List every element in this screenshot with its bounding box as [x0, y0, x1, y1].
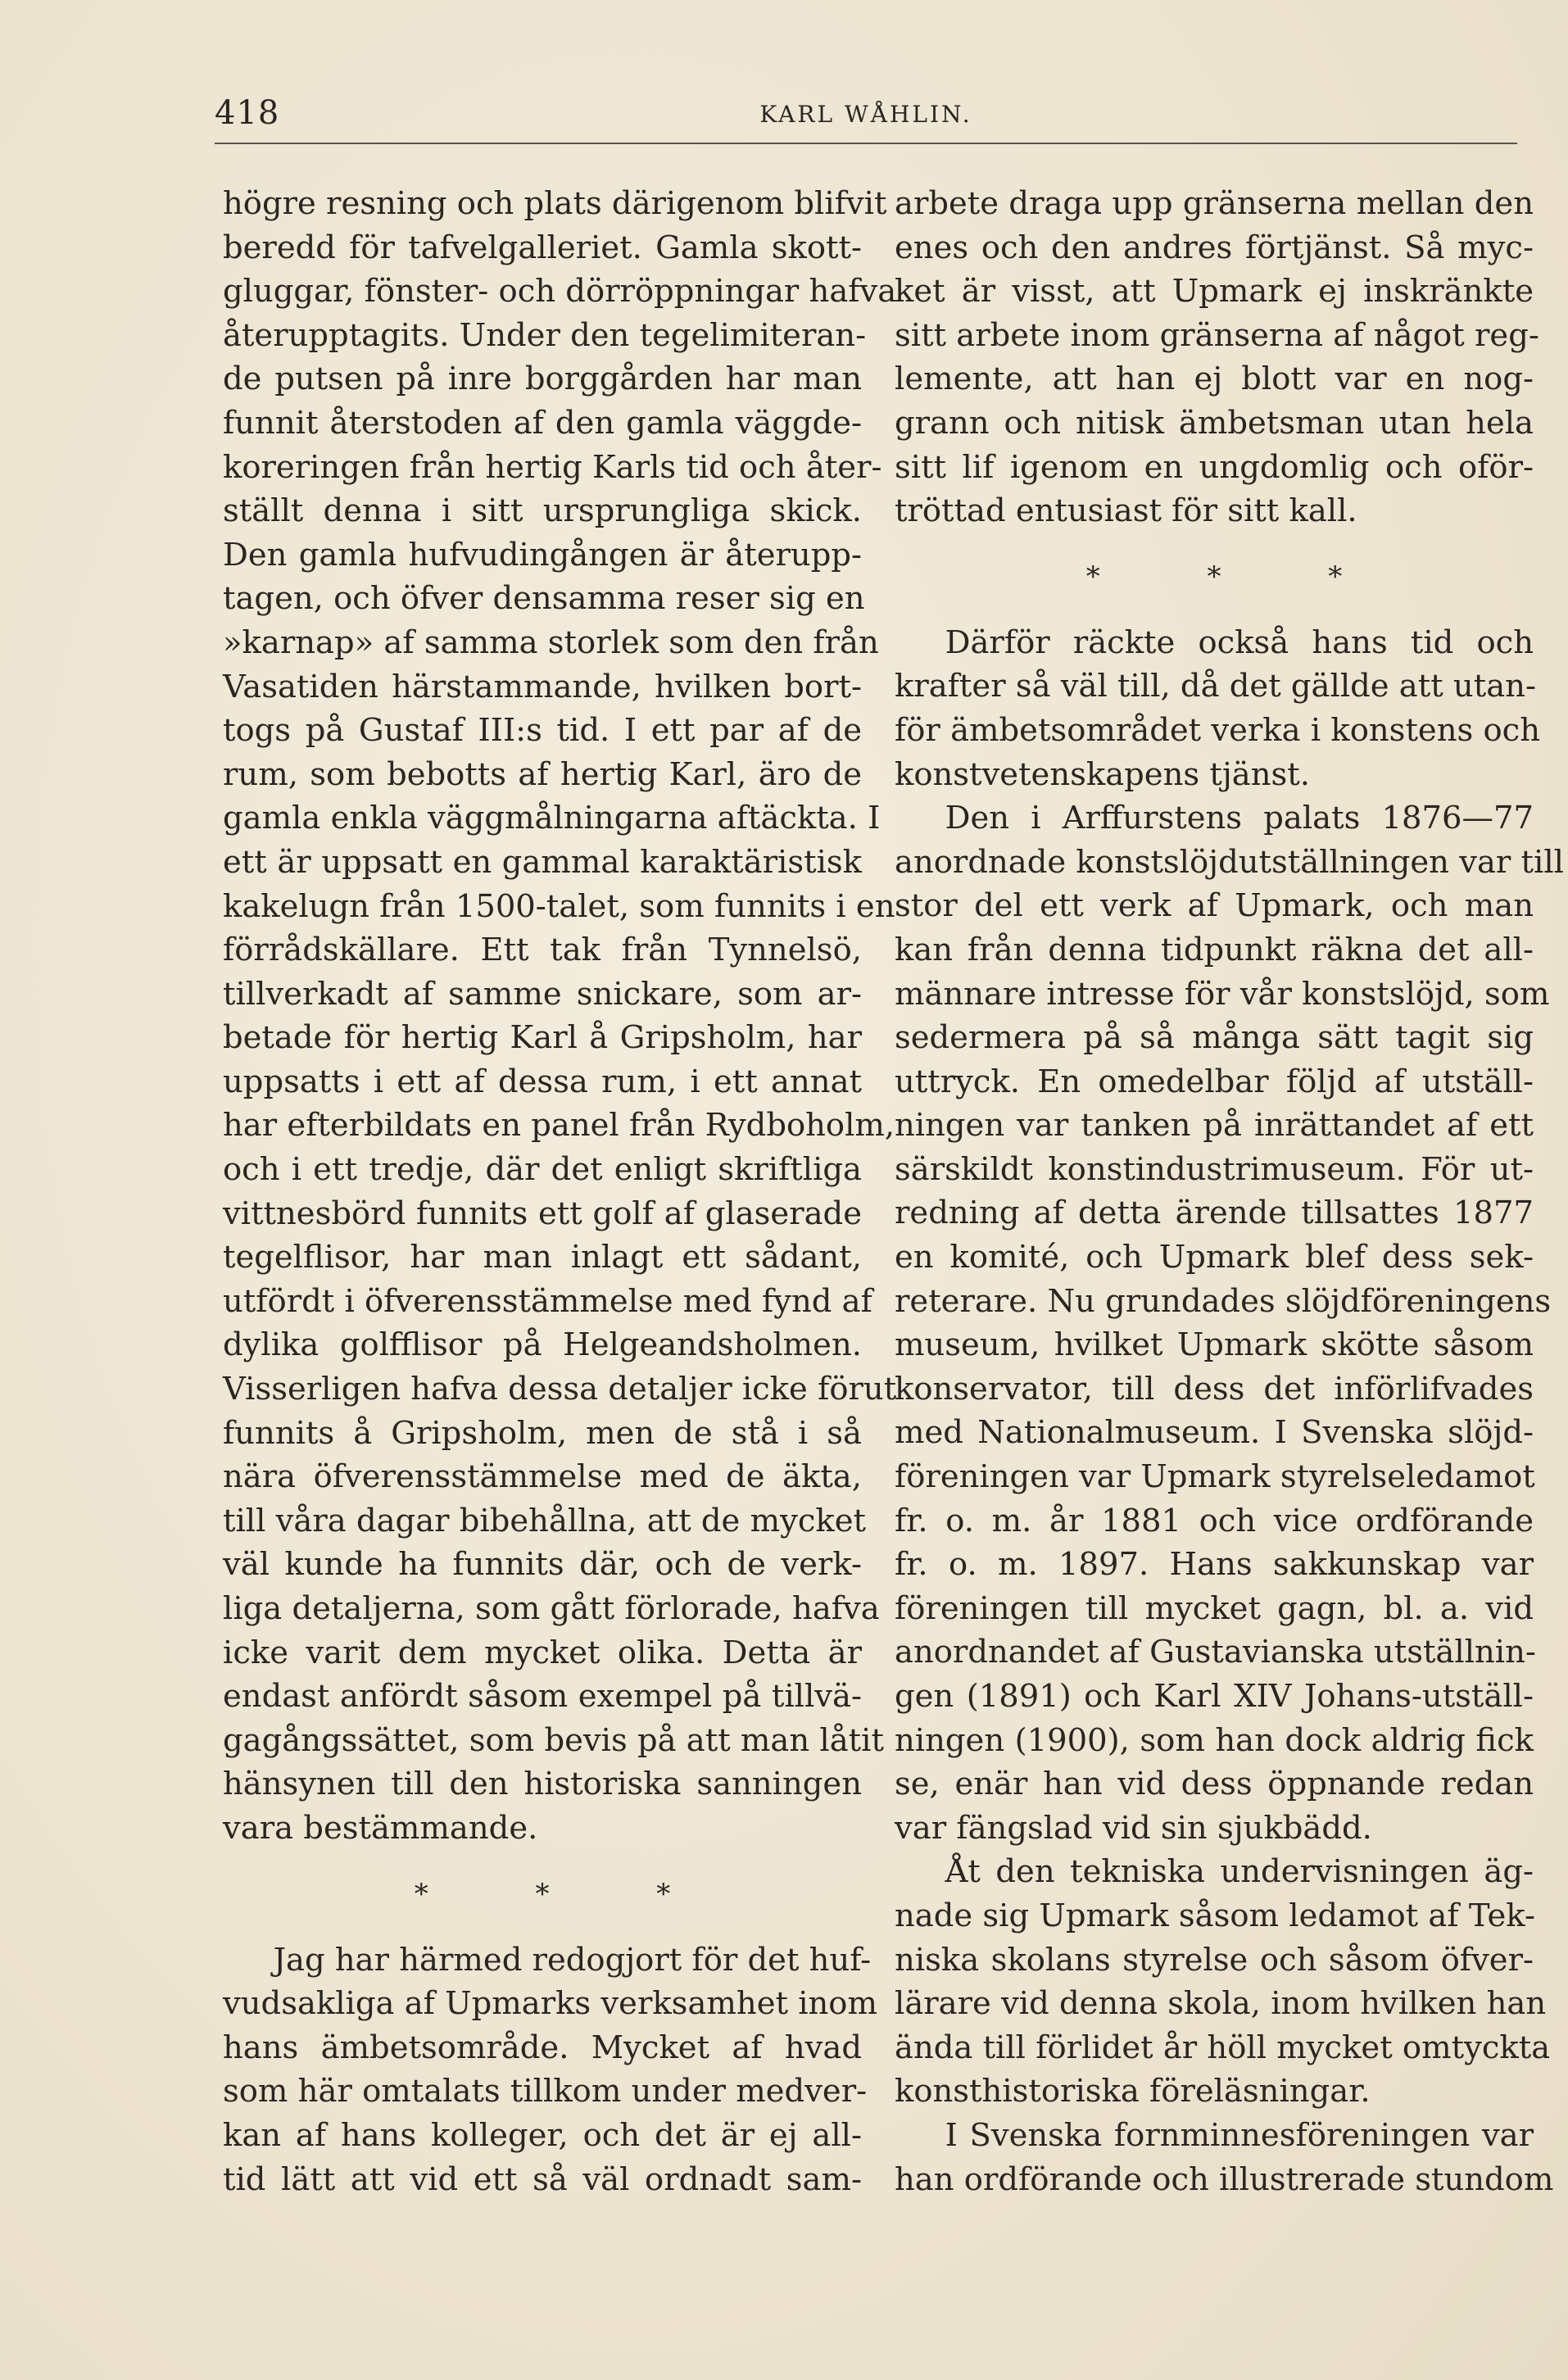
- text-line: funnits å Gripsholm, men de stå i så: [223, 1414, 862, 1452]
- text-line: ningen (1900), som han dock aldrig fick: [895, 1721, 1534, 1759]
- text-line: grann och nitisk ämbetsman utan hela: [895, 404, 1534, 442]
- text-line: föreningen till mycket gagn, bl. a. vid: [895, 1589, 1534, 1627]
- text-line: ket är visst, att Upmark ej inskränkte: [895, 273, 1534, 311]
- text-line: uttryck. En omedelbar följd af utställ-: [895, 1063, 1534, 1100]
- text-line: enes och den andres förtjänst. Så myc-: [895, 229, 1534, 266]
- header-rule: [215, 143, 1517, 144]
- text-line: med Nationalmuseum. I Svenska slöjd-: [895, 1414, 1534, 1452]
- text-line: krafter så väl till, då det gällde att utan-: [895, 668, 1536, 705]
- text-line: har efterbildats en panel från Rydboholm,: [223, 1107, 895, 1145]
- text-line: se, enär han vid dess öppnande redan: [895, 1766, 1534, 1803]
- text-line: kan från denna tidpunkt räkna det all-: [895, 931, 1534, 968]
- text-line: tagen, och öfver densamma reser sig en: [223, 580, 865, 618]
- text-line: sitt arbete inom gränserna af något reg-: [895, 316, 1539, 354]
- text-line: han ordförande och illustrerade stundom: [895, 2160, 1554, 2198]
- text-line: gagångssättet, som bevis på att man låtit: [223, 1721, 884, 1759]
- text-line: beredd för tafvelgalleriet. Gamla skott-: [223, 229, 862, 266]
- text-line: de putsen på inre borggården har man: [223, 360, 862, 398]
- text-line: hans ämbetsområde. Mycket af hvad: [223, 2029, 862, 2066]
- text-line: lärare vid denna skola, inom hvilken han: [895, 1985, 1547, 2023]
- text-line: nade sig Upmark såsom ledamot af Tek-: [895, 1897, 1535, 1934]
- text-line: tillverkadt af samme snickare, som ar-: [223, 975, 862, 1013]
- text-line: förrådskällare. Ett tak från Tynnelsö,: [223, 932, 862, 969]
- text-line: väl kunde ha funnits där, och de verk-: [223, 1546, 862, 1584]
- text-line: museum, hvilket Upmark skötte såsom: [895, 1326, 1534, 1364]
- text-line: tid lätt att vid ett så väl ordnadt sam-: [223, 2160, 862, 2198]
- text-line: anordnandet af Gustavianska utställnin-: [895, 1634, 1536, 1671]
- text-line: koreringen från hertig Karls tid och åter-: [223, 448, 882, 486]
- text-line: betade för hertig Karl å Gripsholm, har: [223, 1019, 862, 1057]
- text-line: konservator, till dess det införlifvades: [895, 1370, 1534, 1408]
- text-line: Den i Arffurstens palats 1876—77: [945, 800, 1534, 837]
- text-line: sitt lif igenom en ungdomlig och oför-: [895, 448, 1534, 486]
- text-line: kan af hans kolleger, och det är ej all-: [223, 2116, 862, 2154]
- text-line: togs på Gustaf III:s tid. I ett par af de: [223, 712, 862, 750]
- text-line: icke varit dem mycket olika. Detta är: [223, 1634, 862, 1671]
- text-line: särskildt konstindustrimuseum. För ut-: [895, 1150, 1534, 1188]
- text-line: vudsakliga af Upmarks verksamhet inom: [223, 1985, 877, 2023]
- section-separator: * * *: [1085, 560, 1392, 593]
- text-line: som här omtalats tillkom under medver-: [223, 2073, 868, 2110]
- text-line: gen (1891) och Karl XIV Johans-utställ-: [895, 1678, 1534, 1715]
- text-line: vara bestämmande.: [223, 1809, 538, 1847]
- text-line: männare intresse för vår konstslöjd, som: [895, 975, 1550, 1013]
- text-line: tegelflisor, har man inlagt ett sådant,: [223, 1239, 862, 1276]
- text-line: konstvetenskapens tjänst.: [895, 755, 1311, 793]
- text-line: Jag har härmed redogjort för det huf-: [273, 1941, 872, 1979]
- text-line: ställt denna i sitt ursprungliga skick.: [223, 492, 862, 530]
- text-line: till våra dagar bibehållna, att de mycket: [223, 1502, 866, 1539]
- page-number: 418: [215, 94, 280, 132]
- text-line: lemente, att han ej blott var en nog-: [895, 360, 1534, 398]
- text-line: hänsynen till den historiska sanningen: [223, 1766, 862, 1803]
- text-line: och i ett tredje, där det enligt skriftliga: [223, 1151, 862, 1189]
- text-line: liga detaljerna, som gått förlorade, hafva: [223, 1590, 880, 1627]
- text-line: uppsatts i ett af dessa rum, i ett annat: [223, 1063, 862, 1100]
- text-line: föreningen var Upmark styrelseledamot: [895, 1458, 1535, 1496]
- paragraph: [895, 2114, 1554, 2201]
- text-line: Visserligen hafva dessa detaljer icke förut: [223, 1371, 897, 1408]
- text-line: en komité, och Upmark blef dess sek-: [895, 1239, 1534, 1276]
- text-line: dylika golfflisor på Helgeandsholmen.: [223, 1326, 862, 1364]
- text-line: utfördt i öfverensstämmelse med fynd af: [223, 1282, 872, 1320]
- text-line: rum, som bebotts af hertig Karl, äro de: [223, 755, 862, 793]
- text-line: »karnap» af samma storlek som den från: [223, 623, 879, 661]
- paragraph: [895, 621, 1541, 796]
- text-line: endast anfördt såsom exempel på tillvä-: [223, 1678, 862, 1716]
- text-line: niska skolans styrelse och såsom öfver-: [895, 1941, 1534, 1979]
- paragraph: [895, 182, 1539, 533]
- text-line: återupptagits. Under den tegelimiteran-: [223, 316, 867, 354]
- right-column: [895, 182, 1564, 2201]
- text-line: ningen var tanken på inrättandet af ett: [895, 1107, 1534, 1145]
- text-line: anordnade konstslöjdutställningen var till: [895, 843, 1564, 881]
- text-line: högre resning och plats därigenom blifvit: [223, 185, 887, 222]
- paragraph: [223, 1938, 877, 2202]
- paragraph: [895, 796, 1564, 1850]
- text-line: Den gamla hufvudingången är återupp-: [223, 536, 862, 573]
- left-column: [223, 182, 897, 2201]
- text-line: tröttad entusiast för sitt kall.: [895, 492, 1357, 530]
- paragraph: [223, 182, 897, 1851]
- text-line: I Svenska fornminnesföreningen var: [945, 2116, 1534, 2154]
- text-line: för ämbetsområdet verka i konstens och: [895, 711, 1541, 749]
- text-line: fr. o. m. år 1881 och vice ordförande: [895, 1502, 1534, 1539]
- text-line: arbete draga upp gränserna mellan den: [895, 185, 1534, 222]
- text-line: reterare. Nu grundades slöjdföreningens: [895, 1282, 1552, 1320]
- section-separator: * * *: [414, 1877, 720, 1911]
- text-line: gamla enkla väggmålningarna aftäckta. I: [223, 800, 881, 837]
- text-line: konsthistoriska föreläsningar.: [895, 2073, 1371, 2110]
- text-line: redning af detta ärende tillsattes 1877: [895, 1195, 1534, 1232]
- text-line: ett är uppsatt en gammal karaktäristisk: [223, 843, 862, 881]
- text-line: var fängslad vid sin sjukbädd.: [895, 1809, 1372, 1847]
- text-line: sedermera på så många sätt tagit sig: [895, 1019, 1534, 1057]
- text-line: Åt den tekniska undervisningen äg-: [945, 1853, 1534, 1891]
- page-header: [215, 94, 1517, 143]
- text-line: stor del ett verk af Upmark, och man: [895, 887, 1534, 925]
- text-line: kakelugn från 1500-talet, som funnits i en: [223, 887, 895, 925]
- text-line: Därför räckte också hans tid och: [945, 623, 1534, 661]
- running-head: KARL WÅHLIN.: [759, 101, 972, 128]
- text-line: vittnesbörd funnits ett golf af glaserade: [223, 1195, 862, 1232]
- text-line: nära öfverensstämmelse med de äkta,: [223, 1458, 862, 1496]
- text-line: fr. o. m. 1897. Hans sakkunskap var: [895, 1546, 1534, 1584]
- paragraph: [895, 1850, 1551, 2114]
- text-line: gluggar, fönster- och dörröppningar hafva: [223, 273, 897, 311]
- text-line: ända till förlidet år höll mycket omtyckta: [895, 2029, 1551, 2066]
- text-line: Vasatiden härstammande, hvilken bort-: [223, 668, 862, 705]
- text-line: funnit återstoden af den gamla väggde-: [223, 404, 862, 442]
